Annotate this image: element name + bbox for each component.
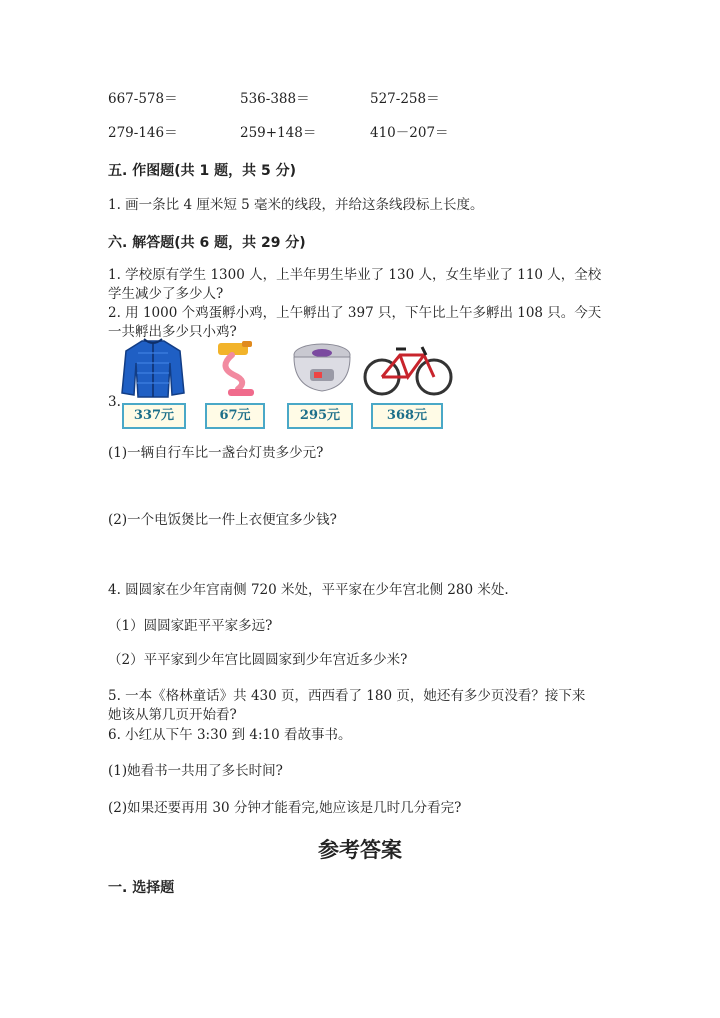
- q4: 4. 圆圆家在少年宫南侧 720 米处，平平家在少年宫北侧 280 米处.: [108, 582, 509, 598]
- arith-2-3: 410－207＝: [370, 125, 449, 141]
- q3-label: 3.: [108, 394, 121, 410]
- q6: 6. 小红从下午 3:30 到 4:10 看故事书。: [108, 727, 352, 743]
- arith-1-2: 536-388＝: [240, 91, 310, 107]
- answers-section1: 一. 选择题: [108, 880, 175, 896]
- section6-heading: 六. 解答题(共 6 题，共 29 分): [108, 235, 306, 251]
- q3-sub1: (1)一辆自行车比一盏台灯贵多少元?: [108, 445, 324, 461]
- arith-1-3: 527-258＝: [370, 91, 440, 107]
- arith-2-1: 279-146＝: [108, 125, 178, 141]
- rice-cooker-icon: [288, 337, 356, 399]
- q6-sub1: (1)她看书一共用了多长时间?: [108, 763, 283, 779]
- price-bicycle: 368元: [371, 403, 443, 429]
- q3-sub2: (2)一个电饭煲比一件上衣便宜多少钱?: [108, 512, 337, 528]
- price-rice-cooker: 295元: [287, 403, 353, 429]
- bicycle-icon: [362, 337, 454, 399]
- arith-2-2: 259+148＝: [240, 125, 317, 141]
- jacket-icon: [120, 337, 186, 399]
- section5-heading: 五. 作图题(共 1 题，共 5 分): [108, 163, 296, 179]
- q2-line2: 一共孵出多少只小鸡?: [108, 324, 237, 340]
- q1-line1: 1. 学校原有学生 1300 人，上半年男生毕业了 130 人，女生毕业了 110 人，全校: [108, 267, 602, 283]
- price-jacket: 337元: [122, 403, 186, 429]
- q4-sub2: （2）平平家到少年宫比圆圆家到少年宫近多少米?: [108, 652, 408, 668]
- desk-lamp-icon: [212, 337, 262, 399]
- answers-title: 参考答案: [318, 837, 402, 862]
- section5-q1: 1. 画一条比 4 厘米短 5 毫米的线段，并给这条线段标上长度。: [108, 197, 484, 213]
- arith-1-1: 667-578＝: [108, 91, 178, 107]
- q1-line2: 学生减少了多少人?: [108, 286, 224, 302]
- q2-line1: 2. 用 1000 个鸡蛋孵小鸡，上午孵出了 397 只，下午比上午多孵出 108 只。今天: [108, 305, 602, 321]
- q6-sub2: (2)如果还要再用 30 分钟才能看完,她应该是几时几分看完?: [108, 800, 462, 816]
- q5-line2: 她该从第几页开始看?: [108, 707, 237, 723]
- q5-line1: 5. 一本《格林童话》共 430 页，西西看了 180 页，她还有多少页没看？接下来: [108, 688, 586, 704]
- price-lamp: 67元: [205, 403, 265, 429]
- q4-sub1: （1）圆圆家距平平家多远?: [108, 618, 273, 634]
